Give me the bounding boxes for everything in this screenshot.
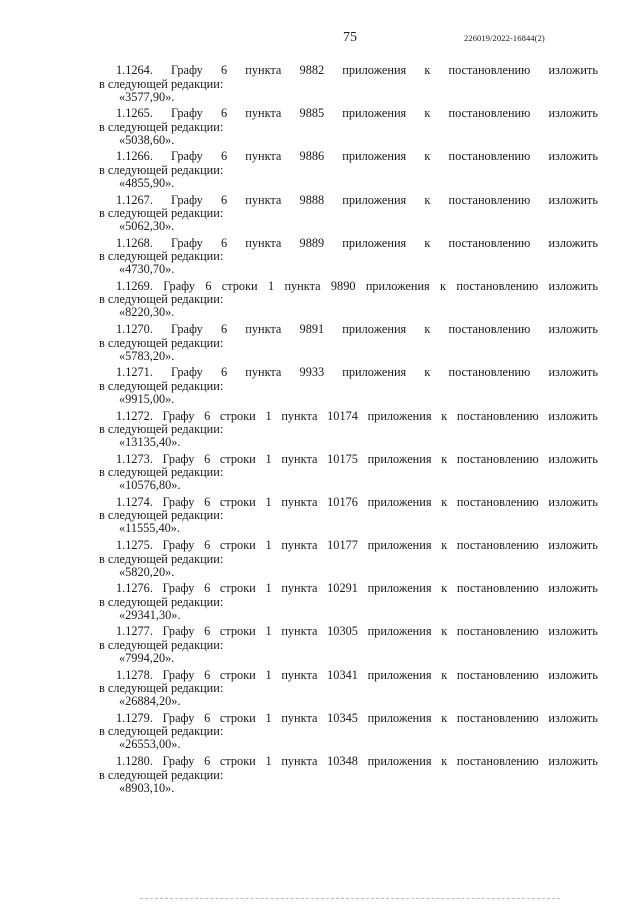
page-number: 75 <box>343 30 357 45</box>
instruction-word: 6 <box>204 581 211 596</box>
instruction-word: 10305 <box>327 624 358 639</box>
amendment-number: 1.1264. <box>116 63 153 77</box>
instruction-word: пункта <box>281 710 318 725</box>
amendment-number: 1.1275. <box>116 538 153 553</box>
amendment-value: «26553,00». <box>119 737 181 752</box>
amendment-continuation: в следующей редакции: <box>99 637 224 652</box>
instruction-word: приложения <box>367 494 432 509</box>
amendment-continuation: в следующей редакции: <box>99 378 224 393</box>
instruction-word: к <box>441 538 448 553</box>
amendment-value: «8220,30». <box>119 305 175 320</box>
amendment-continuation: в следующей редакции: <box>99 119 224 134</box>
instruction-word: постановлению <box>456 667 539 682</box>
instruction-word: изложить <box>548 106 598 121</box>
instruction-word: приложения <box>342 235 407 250</box>
instruction-word: изложить <box>548 494 598 509</box>
amendment-number: 1.1280. <box>116 754 153 768</box>
amendment-continuation: в следующей редакции: <box>99 594 224 609</box>
instruction-word: пункта <box>281 408 318 423</box>
amendment-number: 1.1279. <box>116 710 153 725</box>
instruction-word: постановлению <box>456 754 539 768</box>
instruction-word: приложения <box>342 365 407 380</box>
amendment-item <box>99 193 598 236</box>
amendment-value: «29341,30». <box>119 607 181 622</box>
instruction-word: к <box>441 451 448 466</box>
instruction-word: 1 <box>267 278 275 293</box>
instruction-word: пункта <box>281 494 318 509</box>
instruction-word: постановлению <box>448 192 531 207</box>
instruction-word: к <box>424 322 431 337</box>
instruction-word: строки <box>219 667 256 682</box>
instruction-word: 1 <box>265 494 272 509</box>
amendment-item <box>99 668 598 711</box>
instruction-word: к <box>424 149 431 164</box>
instruction-word: постановлению <box>456 494 539 509</box>
instruction-word: приложения <box>365 278 430 293</box>
instruction-word: 6 <box>204 624 211 639</box>
instruction-word: 9888 <box>299 192 325 207</box>
instruction-word: строки <box>219 710 256 725</box>
instruction-word: к <box>441 754 448 768</box>
amendment-value: «7994,20». <box>119 650 175 665</box>
amendment-continuation: в следующей редакции: <box>99 724 224 739</box>
amendment-number: 1.1266. <box>116 149 153 164</box>
amendment-number: 1.1269. <box>116 278 153 293</box>
amendment-value: «10576,80». <box>119 478 181 493</box>
instruction-word: к <box>424 192 431 207</box>
amendment-value: «5062,30». <box>119 219 175 234</box>
instruction-word: постановлению <box>456 624 539 639</box>
amendment-item <box>99 106 598 149</box>
instruction-word: пункта <box>245 365 282 380</box>
instruction-word: 6 <box>220 149 228 164</box>
instruction-word: пункта <box>284 278 321 293</box>
instruction-word: к <box>441 494 448 509</box>
instruction-word: пункта <box>281 754 318 768</box>
instruction-word: пункта <box>281 624 318 639</box>
instruction-word: изложить <box>548 538 598 553</box>
amendment-item <box>99 538 598 581</box>
amendment-item <box>99 365 598 408</box>
instruction-word: Графу <box>171 149 203 164</box>
instruction-word: приложения <box>342 192 407 207</box>
instruction-word: 6 <box>204 451 211 466</box>
instruction-word: строки <box>221 278 258 293</box>
amendment-value: «5820,20». <box>119 564 175 579</box>
instruction-word: к <box>441 667 448 682</box>
instruction-word: строки <box>219 451 256 466</box>
instruction-word: приложения <box>367 408 432 423</box>
instruction-word: постановлению <box>448 365 531 380</box>
instruction-word: 6 <box>220 63 228 77</box>
amendment-value: «4855,90». <box>119 175 175 190</box>
amendment-number: 1.1277. <box>116 624 153 639</box>
instruction-word: изложить <box>548 581 598 596</box>
instruction-word: постановлению <box>456 451 539 466</box>
amendment-continuation: в следующей редакции: <box>99 292 224 307</box>
instruction-word: 6 <box>204 538 211 553</box>
instruction-word: строки <box>219 538 256 553</box>
instruction-word: приложения <box>367 451 432 466</box>
instruction-word: к <box>424 365 431 380</box>
instruction-word: изложить <box>548 624 598 639</box>
instruction-word: к <box>441 710 448 725</box>
instruction-word: постановлению <box>448 322 531 337</box>
amendment-item <box>99 236 598 279</box>
amendment-value: «8903,10». <box>119 780 175 795</box>
instruction-word: 10345 <box>327 710 358 725</box>
instruction-word: 9885 <box>299 106 325 121</box>
amendment-continuation: в следующей редакции: <box>99 422 224 436</box>
instruction-word: 10348 <box>327 754 358 768</box>
amendment-list <box>99 63 598 797</box>
amendment-number: 1.1276. <box>116 581 153 596</box>
instruction-word: 6 <box>220 365 228 380</box>
instruction-word: пункта <box>281 538 318 553</box>
instruction-word: изложить <box>548 667 598 682</box>
amendment-item <box>99 711 598 754</box>
instruction-word: постановлению <box>448 149 531 164</box>
amendment-item <box>99 495 598 538</box>
instruction-word: 10174 <box>327 408 358 423</box>
instruction-word: изложить <box>548 192 598 207</box>
instruction-word: пункта <box>245 192 282 207</box>
amendment-number: 1.1272. <box>116 408 153 423</box>
instruction-word: приложения <box>367 754 432 768</box>
instruction-word: постановлению <box>448 106 531 121</box>
instruction-word: Графу <box>162 494 195 509</box>
instruction-word: 9891 <box>299 322 325 337</box>
amendment-item <box>99 624 598 667</box>
amendment-value: «3577,90». <box>119 89 175 104</box>
amendment-item <box>99 452 598 495</box>
instruction-word: Графу <box>171 235 203 250</box>
instruction-word: приложения <box>342 63 407 77</box>
instruction-word: Графу <box>171 322 203 337</box>
instruction-word: Графу <box>162 710 195 725</box>
instruction-word: приложения <box>367 710 432 725</box>
instruction-word: пункта <box>245 149 282 164</box>
instruction-word: 6 <box>204 710 211 725</box>
instruction-word: пункта <box>245 322 282 337</box>
instruction-word: 6 <box>204 667 211 682</box>
amendment-item <box>99 322 598 365</box>
amendment-item <box>99 149 598 192</box>
instruction-word: 10175 <box>327 451 358 466</box>
instruction-word: приложения <box>367 538 432 553</box>
amendment-number: 1.1267. <box>116 192 153 207</box>
instruction-word: строки <box>219 408 256 423</box>
instruction-word: пункта <box>245 63 282 77</box>
instruction-word: пункта <box>281 667 318 682</box>
instruction-word: к <box>441 408 448 423</box>
instruction-word: 9890 <box>330 278 356 293</box>
instruction-word: строки <box>219 624 256 639</box>
instruction-word: 1 <box>265 408 272 423</box>
instruction-word: Графу <box>162 408 195 423</box>
amendment-continuation: в следующей редакции: <box>99 162 224 177</box>
instruction-word: приложения <box>367 667 432 682</box>
amendment-continuation: в следующей редакции: <box>99 465 224 480</box>
amendment-item <box>99 279 598 322</box>
instruction-word: 6 <box>204 408 211 423</box>
instruction-word: постановлению <box>456 278 539 293</box>
instruction-word: 10291 <box>327 581 358 596</box>
amendment-continuation: в следующей редакции: <box>99 335 224 350</box>
instruction-word: 9882 <box>299 63 325 77</box>
amendment-value: «5783,20». <box>119 348 175 363</box>
instruction-word: к <box>441 624 448 639</box>
instruction-word: изложить <box>548 365 598 380</box>
amendment-continuation: в следующей редакции: <box>99 551 224 566</box>
instruction-word: Графу <box>162 581 195 596</box>
amendment-number: 1.1278. <box>116 667 153 682</box>
instruction-word: приложения <box>342 322 407 337</box>
instruction-word: Графу <box>162 667 195 682</box>
amendment-continuation: в следующей редакции: <box>99 206 224 221</box>
instruction-word: постановлению <box>456 581 539 596</box>
amendment-continuation: в следующей редакции: <box>99 767 224 782</box>
amendment-value: «13135,40». <box>119 435 181 449</box>
amendment-item <box>99 63 598 106</box>
instruction-word: 9933 <box>299 365 325 380</box>
instruction-word: изложить <box>548 754 598 768</box>
instruction-word: постановлению <box>456 408 539 423</box>
instruction-word: 10341 <box>327 667 358 682</box>
instruction-word: к <box>424 235 431 250</box>
amendment-value: «5038,60». <box>119 132 175 147</box>
instruction-word: изложить <box>548 63 598 77</box>
amendment-continuation: в следующей редакции: <box>99 508 224 523</box>
amendment-item <box>99 581 598 624</box>
instruction-word: 6 <box>205 278 212 293</box>
amendment-continuation: в следующей редакции: <box>99 76 224 91</box>
instruction-word: 6 <box>204 494 211 509</box>
instruction-word: 6 <box>220 106 228 121</box>
instruction-word: Графу <box>163 278 195 293</box>
instruction-word: приложения <box>367 624 432 639</box>
instruction-word: 1 <box>265 754 272 768</box>
instruction-word: изложить <box>548 322 598 337</box>
instruction-word: 9889 <box>299 235 325 250</box>
instruction-word: Графу <box>162 624 195 639</box>
instruction-word: 1 <box>265 451 272 466</box>
instruction-word: Графу <box>171 192 203 207</box>
instruction-word: 1 <box>265 624 272 639</box>
instruction-word: приложения <box>342 106 407 121</box>
amendment-number: 1.1268. <box>116 235 153 250</box>
footer-divider <box>140 898 560 900</box>
instruction-word: 6 <box>204 754 211 768</box>
document-id: 226019/2022-16844(2) <box>464 33 545 43</box>
instruction-word: пункта <box>281 581 318 596</box>
instruction-word: изложить <box>548 451 598 466</box>
instruction-word: 9886 <box>299 149 325 164</box>
instruction-word: 6 <box>220 192 228 207</box>
instruction-word: строки <box>219 754 256 768</box>
instruction-word: изложить <box>548 235 598 250</box>
instruction-word: пункта <box>245 235 282 250</box>
instruction-word: приложения <box>367 581 432 596</box>
instruction-word: Графу <box>162 451 195 466</box>
instruction-word: постановлению <box>448 235 531 250</box>
instruction-word: 1 <box>265 667 272 682</box>
instruction-word: строки <box>219 494 256 509</box>
amendment-value: «9915,00». <box>119 391 175 406</box>
instruction-word: к <box>440 278 447 293</box>
instruction-word: изложить <box>548 408 598 423</box>
instruction-word: 1 <box>265 538 272 553</box>
instruction-word: пункта <box>281 451 318 466</box>
amendment-item <box>99 409 598 452</box>
amendment-continuation: в следующей редакции: <box>99 249 224 264</box>
instruction-word: Графу <box>162 538 195 553</box>
instruction-word: строки <box>219 581 256 596</box>
instruction-word: постановлению <box>456 538 539 553</box>
instruction-word: 6 <box>220 322 228 337</box>
amendment-value: «4730,70». <box>119 262 175 277</box>
amendment-item <box>99 754 598 797</box>
instruction-word: изложить <box>548 149 598 164</box>
instruction-word: к <box>441 581 448 596</box>
instruction-word: к <box>424 106 431 121</box>
amendment-value: «11555,40». <box>119 521 181 536</box>
instruction-word: 10176 <box>327 494 358 509</box>
amendment-number: 1.1270. <box>116 322 153 337</box>
instruction-word: 10177 <box>327 538 358 553</box>
amendment-number: 1.1273. <box>116 451 153 466</box>
instruction-word: пункта <box>245 106 282 121</box>
amendment-value: «26884,20». <box>119 694 181 709</box>
amendment-continuation: в следующей редакции: <box>99 681 224 696</box>
instruction-word: Графу <box>162 754 195 768</box>
instruction-word: к <box>424 63 431 77</box>
amendment-number: 1.1265. <box>116 106 153 121</box>
instruction-word: 6 <box>220 235 228 250</box>
instruction-word: 1 <box>265 710 272 725</box>
instruction-word: приложения <box>342 149 407 164</box>
instruction-word: Графу <box>171 106 203 121</box>
instruction-word: Графу <box>171 63 203 77</box>
amendment-number: 1.1271. <box>116 365 153 380</box>
instruction-word: Графу <box>171 365 203 380</box>
instruction-word: постановлению <box>456 710 539 725</box>
instruction-word: изложить <box>548 710 598 725</box>
amendment-number: 1.1274. <box>116 494 153 509</box>
instruction-word: изложить <box>548 278 598 293</box>
instruction-word: 1 <box>265 581 272 596</box>
instruction-word: постановлению <box>448 63 531 77</box>
